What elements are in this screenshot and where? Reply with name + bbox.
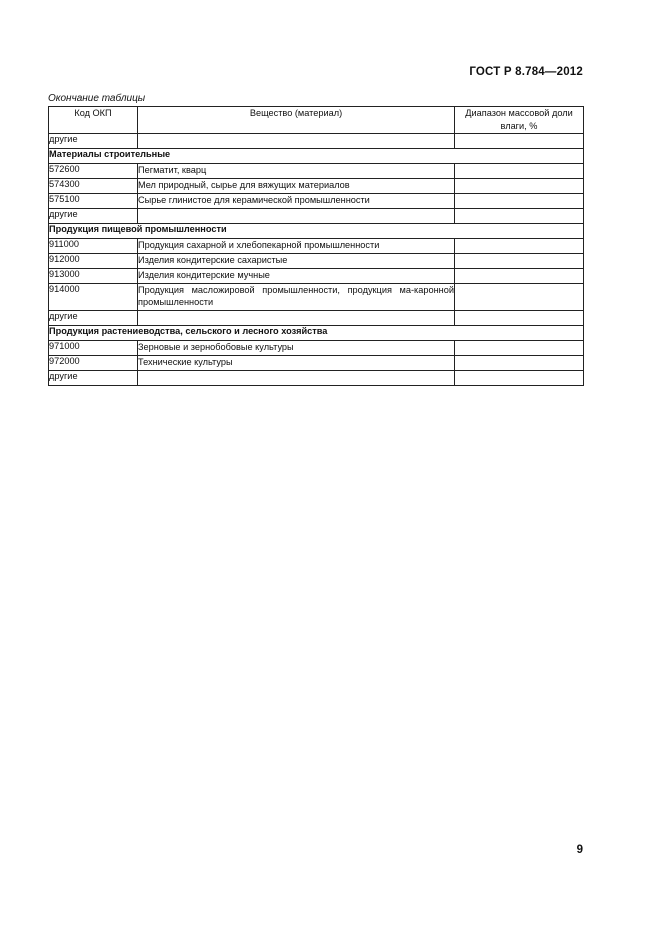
table-header-row — [49, 107, 584, 134]
okp-code-cell: 971000 — [49, 341, 138, 356]
column-header-code: Код ОКП — [49, 107, 138, 134]
table-row — [49, 254, 584, 269]
substance-cell: Технические культуры — [138, 356, 455, 371]
section-title: Продукция пищевой промышленности — [49, 224, 584, 239]
table-row — [49, 134, 584, 149]
moisture-range-cell — [455, 134, 584, 149]
table-row — [49, 164, 584, 179]
table-row — [49, 194, 584, 209]
substance-cell: Пегматит, кварц — [138, 164, 455, 179]
moisture-range-cell — [455, 209, 584, 224]
substance-cell — [138, 134, 455, 149]
document-id: ГОСТ Р 8.784—2012 — [469, 66, 583, 78]
moisture-range-cell — [455, 356, 584, 371]
okp-code-cell: другие — [49, 311, 138, 326]
table-row — [49, 239, 584, 254]
moisture-range-cell — [455, 239, 584, 254]
table-row — [49, 341, 584, 356]
okp-code-cell: 914000 — [49, 284, 138, 311]
moisture-range-cell — [455, 194, 584, 209]
okp-code-cell: 572600 — [49, 164, 138, 179]
section-row — [49, 326, 584, 341]
okp-code-cell: 972000 — [49, 356, 138, 371]
okp-table — [48, 106, 584, 386]
substance-cell: Мел природный, сырье для вяжущих материалов — [138, 179, 455, 194]
moisture-range-cell — [455, 269, 584, 284]
okp-code-cell: 912000 — [49, 254, 138, 269]
okp-code-cell: 913000 — [49, 269, 138, 284]
moisture-range-cell — [455, 371, 584, 386]
substance-cell: Продукция сахарной и хлебопекарной промышленности — [138, 239, 455, 254]
moisture-range-cell — [455, 164, 584, 179]
substance-cell — [138, 311, 455, 326]
substance-cell: Продукция масложировой промышленности, продукция ма-каронной промышленности — [138, 284, 455, 311]
table-row — [49, 209, 584, 224]
table-row — [49, 356, 584, 371]
okp-code-cell: 911000 — [49, 239, 138, 254]
section-row — [49, 224, 584, 239]
okp-code-cell: 574300 — [49, 179, 138, 194]
table-row — [49, 311, 584, 326]
substance-cell: Зерновые и зернобобовые культуры — [138, 341, 455, 356]
table-row — [49, 371, 584, 386]
table-body — [49, 134, 584, 386]
table-row — [49, 269, 584, 284]
table-row — [49, 179, 584, 194]
moisture-range-cell — [455, 254, 584, 269]
okp-code-cell: 575100 — [49, 194, 138, 209]
section-row — [49, 149, 584, 164]
page-number: 9 — [576, 844, 583, 856]
substance-cell: Изделия кондитерские сахаристые — [138, 254, 455, 269]
column-header-moisture-range: Диапазон массовой доли влаги, % — [455, 107, 584, 134]
moisture-range-cell — [455, 179, 584, 194]
moisture-range-cell — [455, 284, 584, 311]
substance-cell: Изделия кондитерские мучные — [138, 269, 455, 284]
okp-code-cell: другие — [49, 209, 138, 224]
section-title: Продукция растениеводства, сельского и лесного хозяйства — [49, 326, 584, 341]
okp-code-cell: другие — [49, 134, 138, 149]
substance-cell: Сырье глинистое для керамической промышленности — [138, 194, 455, 209]
substance-cell — [138, 371, 455, 386]
substance-cell — [138, 209, 455, 224]
section-title: Материалы строительные — [49, 149, 584, 164]
moisture-range-cell — [455, 341, 584, 356]
moisture-range-cell — [455, 311, 584, 326]
table-caption: Окончание таблицы — [48, 93, 146, 104]
table-row — [49, 284, 584, 311]
column-header-substance: Вещество (материал) — [138, 107, 455, 134]
okp-code-cell: другие — [49, 371, 138, 386]
